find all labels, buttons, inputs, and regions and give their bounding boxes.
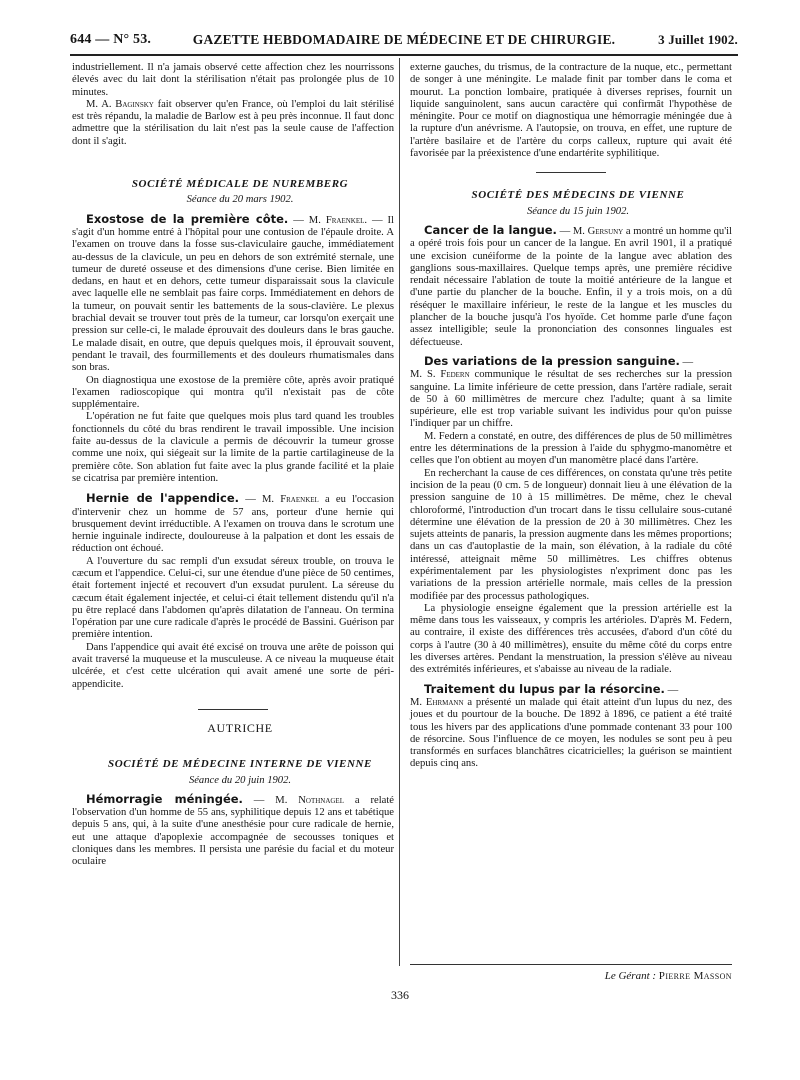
paragraph — [410, 683, 732, 771]
paragraph-text: a eu l'occasion d'intervenir chez un homme de 57 ans, porteur d'une hernie qui brusquement devint irréductible. A l'examen on trouva dans le scrotum une hernie inguinale indirecte, douloureuse à la palpation et dont les essais de réduction ont échoué. — [72, 494, 394, 555]
paragraph — [72, 793, 394, 869]
speaker-name: M. Ehrmann — [410, 696, 464, 708]
left-column — [72, 62, 394, 869]
paragraph-text: a relaté l'observation d'un homme de 55 ans, syphilitique depuis 12 ans et tabétique depuis 5 ans, qui, à la suite d'une anesthésie pour cure radicale de hernie, eut une attaque d'apoplexie accompagnée de secousses toniques et cloniques dans les membres. Il persista une parésie du facial et du moteur oculaire — [72, 794, 394, 868]
paragraph-text: a présenté un malade qui était atteint d'un lupus du nez, des joues et du pourtour de la bouche. De 1892 à 1896, ce patient a été traité tous les hivers par des applications d'une pommade contenant 33 pour 100 de résorcine. Sous l'influence de ce moyen, les nodules se sont peu à peu transformés en surfaces blanchâtres cicatricielles; la guérison se maintient depuis cinq ans. — [410, 696, 732, 770]
society-heading: SOCIÉTÉ DES MÉDECINS DE VIENNE — [471, 189, 685, 202]
paragraph-text: Il s'agit d'un homme entré à l'hôpital pour une contusion de l'épaule droite. A l'examen on trouve dans la fosse sus-claviculaire gauche, immédiatement au-dessus de la clavicule, un peu en dehors de son extrémité sternale, une tumeur de dureté osseuse et des dimensions d'une cerise. Bien limitée en dedans, en haut et en dehors, cette tumeur disparaissait sous la clavicule avec laquelle elle ne semblait pas faire corps. Immédiatement en dehors de la tumeur, on pouvait sentir les battements de la sous-clavière. Le plexus brachial devait se trouver tout près de la tumeur, car lorsqu'on exerçait une pression sur celle-ci, le malade éprouvait des douleurs dans le bras gauche. Le malade disait, en outre, que depuis quelques mois, il éprouvait souvent, pendant le travail, des fourmillements et des douleurs rhumatismales dans son bras. — [72, 214, 395, 374]
paragraph: Dans l'appendice qui avait été excisé on trouva une arête de poisson qui avait traversé la muqueuse et la musculeuse. A ce niveau la muqueuse était ulcérée, et c'est cette ulcération qui avait amené une sorte de péri-appendicite. — [72, 641, 394, 690]
topic-title: Cancer de la langue. — [424, 222, 557, 237]
speaker-name: M. A. Baginsky — [86, 98, 154, 110]
paragraph — [410, 355, 732, 431]
manager-label: Le Gérant : — [604, 970, 659, 982]
header-date: 3 Juillet 1902. — [658, 32, 738, 47]
paragraph: industriellement. Il n'a jamais observé cette affection chez les nourrissons élevés avec du lait dont la stérilisation n'était pas prolongée plus de 10 minutes. — [72, 62, 394, 98]
speaker-name: — M. Gersuny — [556, 225, 624, 237]
paragraph — [410, 224, 732, 349]
paragraph: A l'ouverture du sac rempli d'un exsudat séreux trouble, on trouva le cæcum et l'appendice. Celui-ci, sur une étendue d'une pièce de 50 centimes, était fortement injecté et recouvert d'un exsudat purulent. La séreuse du cæcum était également injectée, et celui-ci était tellement distendu qu'il n'a pu être replacé dans l'abdomen qu'après dilatation de l'anneau. On termina l'opération par une cure radicale d'après le procédé de Bassini. Guérison par première intention. — [72, 555, 394, 641]
closing-rule — [410, 964, 732, 965]
paragraph: M. Federn a constaté, en outre, des différences de plus de 50 millimètres entre les déterminations de la pression à l'aide du sphygmo-manomètre et celles que l'on obtient au moyen d'un manomètre placé dans l'artère. — [410, 430, 732, 467]
page-number: 336 — [391, 988, 409, 1002]
paragraph: externe gauches, du trismus, de la contracture de la nuque, etc., permettant de songer à une méningite. Le malade finit par tomber dans le coma et mourut. La ponction lombaire, pratiquée à diverses reprises, fournit un liquide sanguinolent, sans aucun caractère qui confirmât l'hypothèse de méningite. Pour ce motif on diagnostiqua une hémorragie méningée due à la rupture d'un anévrisme. A l'autopsie, on trouva, en effet, une rupture de l'artère basilaire et de l'artère du corps calleux, rupture qui avait été favorisée par la préexistence d'une endartérite syphilitique. — [410, 62, 732, 160]
paragraph: En recherchant la cause de ces différences, on constata qu'une très petite incision de la peau (0 cm. 5 de longueur) donnait lieu à une élévation de la pression sanguine de 10 à 15 millimètres. De même, chez le cheval chloroformé, l'introduction d'un trocart dans le tissu cellulaire sous-cutané détermine une élévation de la pression de 20 à 30 millimètres. Chez les sujets atteints de panaris, la pression augmente dans les mêmes proportions; dans un cas d'autoplastie de la main, son élévation, à la radiale du côté intéressé, atteignait même 50 millimètres. Les chiffres obtenus expérimentalement par les physiologistes n'expriment donc pas les variations de la pression artérielle normale, mais celles de la pression modifiée par des processus pathologiques. — [410, 467, 732, 602]
paragraph-text: a montré un homme qu'il a opéré trois fois pour un cancer de la langue. En avril 1901, il a pratiqué une excision cunéiforme de la pointe de la langue avec ablation des ganglions sous-maxillaires. Quelque temps après, une première récidive rendait nécessaire l'ablation de toute la moitié antérieure de la langue et d'une partie du plancher de la bouche. Enfin, il y a trois mois, on a dû réséquer le maxillaire inférieur, le reste de la langue et les muscles du plancher de la bouche jusqu'à l'os hyoïde. Cet homme parle d'une façon assez intelligible; seule la prononciation des consonnes linguales est défectueuse. — [410, 225, 732, 348]
topic-title: Traitement du lupus par la résorcine. — [424, 681, 665, 696]
header-journal-title: GAZETTE HEBDOMADAIRE DE MÉDECINE ET DE CHIRURGIE. — [192, 32, 616, 47]
header-rule — [70, 54, 738, 56]
manager-signature — [410, 970, 732, 982]
session-date: Séance du 20 mars 1902. — [186, 194, 294, 206]
society-heading: SOCIÉTÉ DE MÉDECINE INTERNE DE VIENNE — [108, 758, 372, 771]
paragraph — [72, 213, 394, 375]
paragraph: La physiologie enseigne également que la pression artérielle est la même dans tous les vaisseaux, y compris les artérioles. D'après M. Federn, au contraire, il existe des différences très accusées, d'abord d'un côté du corps à l'autre (30 à 40 millimètres), ensuite du même côté du corps entre les diverses artères. Pendant la menstruation, la pression s'élève au niveau des extrémités inférieures, et s'abaisse au niveau de la radiale. — [410, 602, 732, 676]
topic-title: Exostose de la première côte. — [86, 211, 289, 226]
session-date: Séance du 20 juin 1902. — [188, 774, 292, 786]
topic-title: Hémorragie méningée. — [86, 791, 243, 806]
paragraph — [72, 492, 394, 555]
paragraph: On diagnostiqua une exostose de la première côte, après avoir pratiqué l'examen radioscopique qui montra qu'il n'existait pas de côte supplémentaire. — [72, 374, 394, 411]
paragraph: L'opération ne fut faite que quelques mois plus tard quand les troubles fonctionnels du côté du bras rendirent le travail impossible. Une incision faite au-dessus de la clavicule a permis de découvrir la tumeur grosse comme une noix, qui siégeait sur la limite de la partie cartilagineuse de la première côte. Son ablation fut faite avec la plus grande facilité et la plaie se cicatrisa par première intention. — [72, 411, 394, 484]
manager-name: Pierre Masson — [658, 970, 732, 982]
speaker-name: M. S. Federn — [410, 369, 470, 381]
header-page-issue: 644 — N° 53. — [70, 32, 152, 47]
speaker-name: — M. Nothnagel — [242, 794, 344, 806]
topic-title: Hernie de l'appendice. — [86, 491, 239, 506]
topic-title: Des variations de la pression sanguine. — [424, 353, 680, 368]
society-heading: SOCIÉTÉ MÉDICALE DE NUREMBERG — [131, 178, 349, 191]
speaker-name: — M. Fraenkel. — — [288, 214, 388, 226]
right-column — [410, 62, 732, 771]
dash: — — [664, 684, 679, 696]
running-header — [70, 32, 738, 50]
session-date: Séance du 15 juin 1902. — [526, 205, 630, 217]
paragraph — [72, 99, 394, 148]
paragraph-text: communique le résultat de ses recherches sur la pression sanguine. La limite inférieure de cette pression, dans l'artère radiale, serait de 50 à 60 millimètres de mercure chez l'adulte; quant à sa limite supérieure, elle est trop variable suivant les individus pour qu'on puisse l'indiquer par un chiffre. — [410, 369, 732, 430]
country-heading: AUTRICHE — [207, 720, 273, 735]
column-divider — [399, 58, 400, 966]
dash: — — [679, 356, 694, 368]
speaker-name: — M. Fraenkel — [239, 494, 319, 506]
paragraph-text: fait observer qu'en France, où l'emploi du lait stérilisé est très répandu, la maladie de Barlow est à peu près inconnue. Il faut donc admettre que la stérilisation du lait n'est pas la seule cause de l'affection dont il s'agit. — [72, 98, 394, 147]
